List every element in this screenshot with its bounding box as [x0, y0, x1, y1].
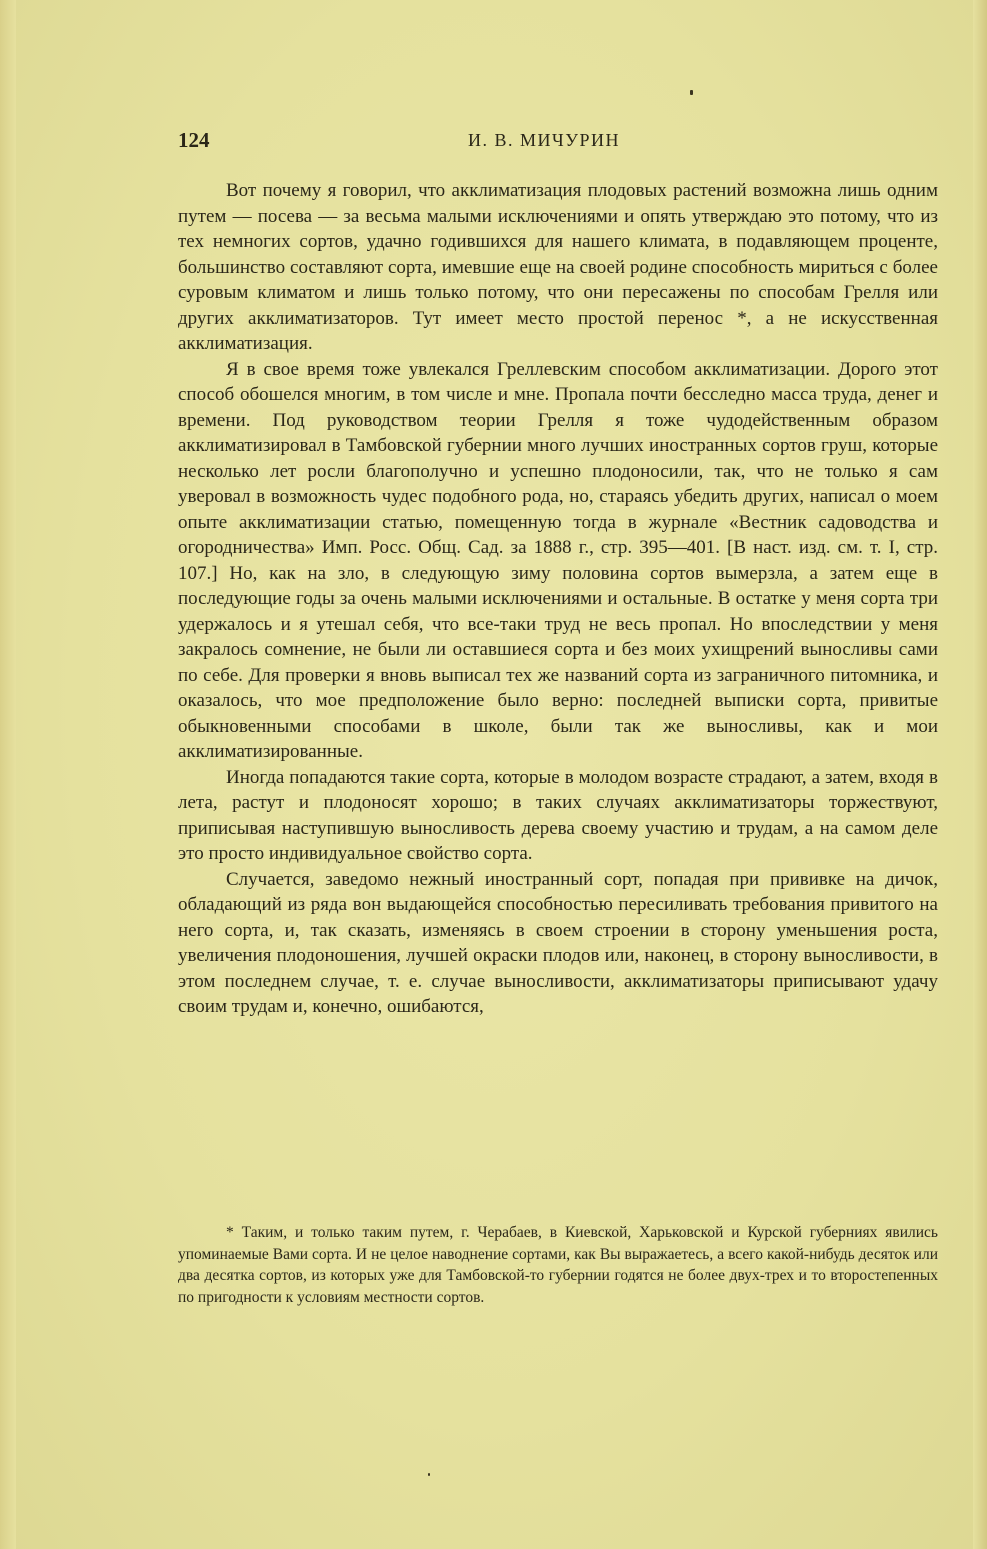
page-right-edge — [973, 0, 987, 1549]
paragraph: Я в свое время тоже увлекался Греллевским способом акклиматизации. Дорого этот способ обошелся многим, в том числе и мне. Пропала почти бесследно масса труда, денег и времени. Под руководством теории Грелля я тоже чудодейственным образом акклиматизировал в Тамбовской губернии много лучших иностранных сортов груш, которые несколько лет росли благополучно и успешно плодоносили, так, что не только я сам уверовал в возможность чудес подобного рода, но, стараясь убедить других, написал о моем опыте акклиматизации статью, помещенную тогда в журнале «Вестник садоводства и огородничества» Имп. Росс. Общ. Сад. за 1888 г., стр. 395—401. [В наст. изд. см. т. I, стр. 107.] Но, как на зло, в следующую зиму половина сортов вымерзла, а затем еще в последующие годы за очень малыми исключениями и остальные. В остатке у меня сорта три удержалось и я утешал себя, что все-таки труд не весь пропал. Но впоследствии у меня закралось сомнение, не были ли оставшиеся сорта и без моих ухищрений выносливы сами по себе. Для проверки я вновь выписал тех же названий сорта из заграничного питомника, и оказалось, что мое предположение было верно: последней выписки сорта, привитые обыкновенными способами в школе, были так же выносливы, как и мои акклиматизированные. — [178, 358, 938, 762]
main-text — [178, 178, 938, 1020]
paragraph: Иногда попадаются такие сорта, которые в молодом возрасте страдают, а затем, входя в лета, растут и плодоносят хорошо; в таких случаях акклиматизаторы торжествуют, приписывая наступившую выносливость дерева своему участию и трудам, а на самом деле это просто индивидуальное свойство сорта. — [178, 766, 938, 864]
paragraph: Случается, заведомо нежный иностранный сорт, попадая при прививке на дичок, обладающий из ряда вон выдающейся способностью пересиливать требования привитого на него сорта, и, так сказать, изменяясь в своем строении в сторону уменьшения роста, увеличения плодоношения, лучшей окраски плодов или, наконец, в сторону выносливости, в этом последнем случае, т. е. случае выносливости, акклиматизаторы приписывают удачу своим трудам и, конечно, ошибаются, — [178, 868, 938, 1017]
footnote — [178, 1222, 938, 1308]
footnote-text: * Таким, и только таким путем, г. Черабаев, в Киевской, Харьковской и Курской губерниях явились упоминаемые Вами сорта. И не целое наводнение сортами, как Вы выражаетесь, а всего какой-нибудь десяток или два десятка сортов, из которых уже для Тамбовской-то губернии годятся не более двух-трех и то второстепенных по пригодности к условиям местности сортов. — [178, 1224, 938, 1306]
page-number: 124 — [178, 128, 210, 152]
ink-speck — [428, 1473, 430, 1476]
page-header — [178, 128, 938, 158]
running-head: И. В. МИЧУРИН — [468, 130, 620, 150]
paragraph: Вот почему я говорил, что акклиматизация плодовых растений возможна лишь одним путем — посева — за весьма малыми исключениями и опять утверждаю это потому, что из тех немногих сортов, удачно годившихся для нашего климата, в подавляющем проценте, большинство составляют сорта, имевшие еще на своей родине способность мириться с более суровым климатом и лишь только потому, что они пересажены по способам Грелля или других акклиматизаторов. Тут имеет место простой перенос *, а не искусственная акклиматизация. — [178, 180, 938, 354]
ink-speck — [690, 90, 693, 95]
page-left-edge — [0, 0, 16, 1549]
